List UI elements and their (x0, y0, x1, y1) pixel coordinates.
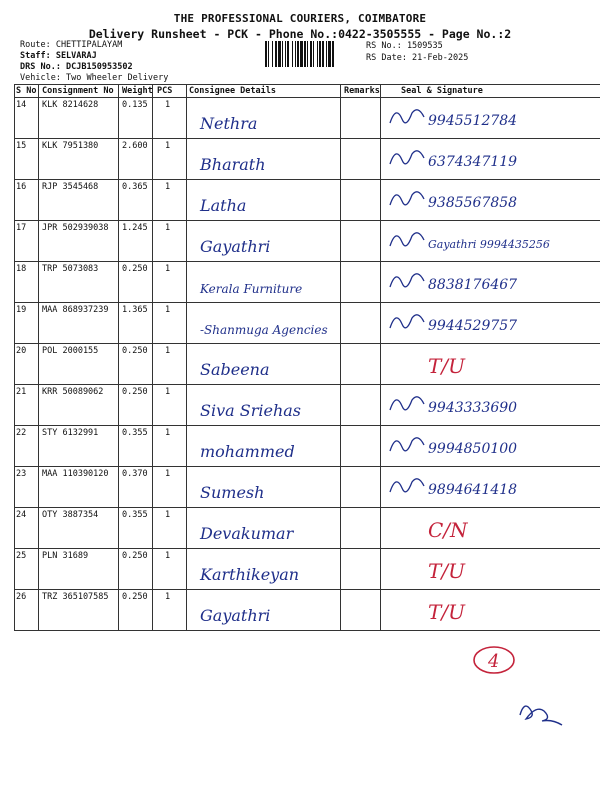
cell-weight: 0.355 (122, 510, 148, 520)
cell-pcs: 1 (165, 223, 171, 233)
consignee-name: Latha (200, 196, 247, 215)
rs-date: RS Date: 21-Feb-2025 (366, 53, 469, 63)
cell-pcs: 1 (165, 428, 171, 438)
signature-text: 9894641418 (428, 482, 518, 498)
cell-sno: 20 (16, 346, 27, 356)
cell-consignment-no: MAA 868937239 (42, 305, 109, 315)
col-weight: Weight (122, 86, 153, 96)
cell-weight: 0.250 (122, 346, 148, 356)
consignee-name: Gayathri (200, 237, 271, 256)
cell-consignment-no: TRZ 365107585 (42, 592, 109, 602)
cell-consignment-no: JPR 502939038 (42, 223, 109, 233)
cell-consignment-no: STY 6132991 (42, 428, 99, 438)
cell-weight: 0.370 (122, 469, 148, 479)
cell-weight: 0.250 (122, 387, 148, 397)
cell-pcs: 1 (165, 551, 171, 561)
cell-sno: 22 (16, 428, 27, 438)
consignee-name: Kerala Furniture (200, 282, 303, 296)
signature-text: T/U (428, 559, 465, 583)
cell-consignment-no: KRR 50089062 (42, 387, 104, 397)
consignee-name: mohammed (200, 442, 295, 461)
cell-sno: 21 (16, 387, 27, 397)
consignee-name: Gayathri (200, 606, 271, 625)
signature-text: 9994850100 (428, 441, 518, 457)
cell-sno: 26 (16, 592, 27, 602)
signature-text: 9945512784 (428, 113, 518, 129)
cell-sno: 16 (16, 182, 27, 192)
cell-consignment-no: OTY 3887354 (42, 510, 99, 520)
col-consignee: Consignee Details (189, 86, 276, 96)
cell-sno: 23 (16, 469, 27, 479)
signature-text: T/U (428, 600, 465, 624)
signature-text: 9944529757 (428, 318, 518, 334)
col-seal-signature: Seal & Signature (401, 86, 483, 96)
cell-consignment-no: KLK 8214628 (42, 100, 99, 110)
cell-sno: 14 (16, 100, 27, 110)
cell-weight: 1.365 (122, 305, 148, 315)
consignee-name: Sumesh (200, 483, 265, 502)
route-label: Route: CHETTIPALAYAM (20, 40, 123, 50)
consignee-name: Siva Sriehas (200, 401, 301, 420)
company-title: THE PROFESSIONAL COURIERS, COIMBATORE (173, 12, 427, 25)
cell-pcs: 1 (165, 182, 171, 192)
cell-pcs: 1 (165, 100, 171, 110)
signature-text: C/N (428, 518, 468, 542)
signature-text: 9385567858 (428, 195, 518, 211)
cell-consignment-no: PLN 31689 (42, 551, 89, 561)
cell-pcs: 1 (165, 264, 171, 274)
signature-text: Gayathri 9994435256 (428, 238, 550, 251)
initials-scribble (520, 706, 562, 725)
cell-sno: 17 (16, 223, 27, 233)
vehicle-label: Vehicle: Two Wheeler Delivery (20, 73, 169, 83)
cell-consignment-no: MAA 110390120 (42, 469, 109, 479)
signature-text: 6374347119 (428, 154, 518, 170)
cell-weight: 2.600 (122, 141, 148, 151)
cell-weight: 0.135 (122, 100, 148, 110)
col-pcs: PCS (157, 86, 173, 96)
rs-number: RS No.: 1509535 (366, 41, 443, 51)
cell-pcs: 1 (165, 510, 171, 520)
cell-pcs: 1 (165, 305, 171, 315)
cell-sno: 18 (16, 264, 27, 274)
signature-text: 8838176467 (428, 277, 518, 293)
cell-weight: 0.365 (122, 182, 148, 192)
cell-weight: 0.250 (122, 592, 148, 602)
runsheet-subtitle: Delivery Runsheet - PCK - Phone No.:0422-3505555 - Page No.:2 (88, 27, 512, 41)
consignee-name: Devakumar (200, 524, 294, 543)
staff-label: Staff: SELVARAJ (20, 51, 97, 61)
cell-weight: 0.250 (122, 551, 148, 561)
cell-weight: 0.355 (122, 428, 148, 438)
cell-sno: 19 (16, 305, 27, 315)
cell-pcs: 1 (165, 469, 171, 479)
drs-number: DRS No.: DCJB150953502 (20, 62, 133, 72)
cell-pcs: 1 (165, 346, 171, 356)
col-consignment: Consignment No (42, 86, 114, 96)
cell-sno: 25 (16, 551, 27, 561)
consignee-name: Karthikeyan (200, 565, 300, 584)
consignee-name: -Shanmuga Agencies (200, 323, 328, 337)
cell-pcs: 1 (165, 387, 171, 397)
cell-sno: 15 (16, 141, 27, 151)
cell-sno: 24 (16, 510, 27, 520)
circled-count: 4 (488, 651, 500, 672)
cell-pcs: 1 (165, 141, 171, 151)
consignee-name: Bharath (200, 155, 266, 174)
col-sno: S No (16, 86, 37, 96)
consignee-name: Nethra (200, 114, 258, 133)
cell-weight: 1.245 (122, 223, 148, 233)
consignee-name: Sabeena (200, 360, 270, 379)
cell-weight: 0.250 (122, 264, 148, 274)
col-remarks: Remarks (344, 86, 380, 96)
signature-text: T/U (428, 354, 465, 378)
cell-consignment-no: KLK 7951380 (42, 141, 99, 151)
signature-text: 9943333690 (428, 400, 518, 416)
cell-pcs: 1 (165, 592, 171, 602)
cell-consignment-no: POL 2000155 (42, 346, 99, 356)
cell-consignment-no: TRP 5073083 (42, 264, 99, 274)
cell-consignment-no: RJP 3545468 (42, 182, 99, 192)
